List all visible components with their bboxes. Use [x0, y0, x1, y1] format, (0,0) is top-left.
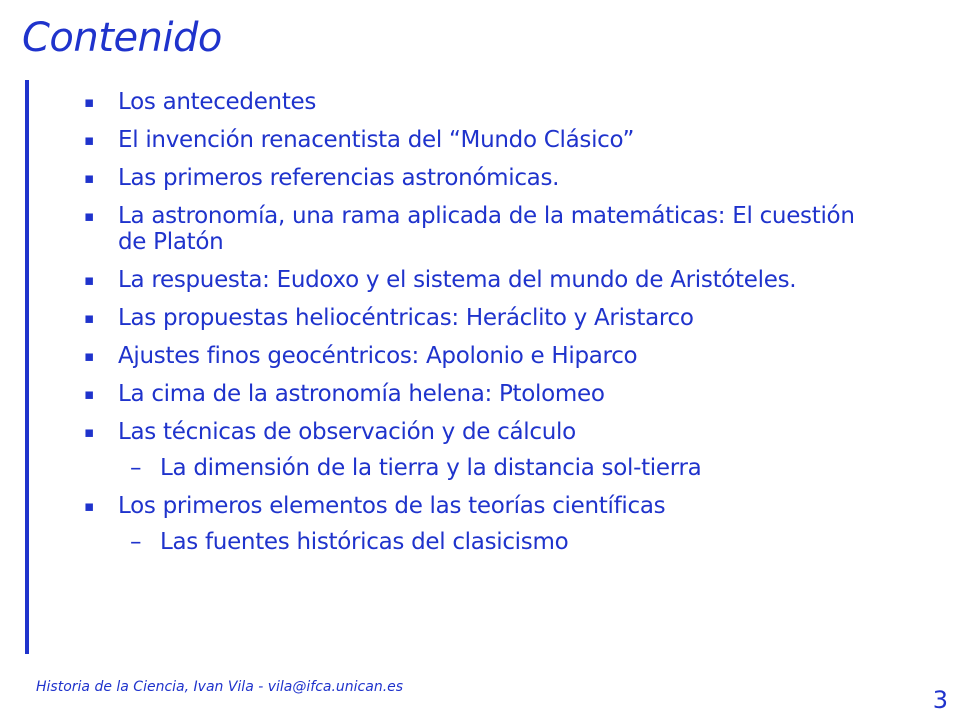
square-bullet-icon: ▪ [84, 93, 94, 111]
list-item [80, 267, 860, 293]
footer-text: Historia de la Ciencia, Ivan Vila - vila@ifca.unican.es [36, 679, 404, 695]
list-item-text: La respuesta: Eudoxo y el sistema del mundo de Aristóteles. [118, 267, 797, 293]
list-subitem [80, 455, 860, 481]
list-item-text: Las fuentes históricas del clasicismo [160, 529, 569, 555]
list-item-text: La astronomía, una rama aplicada de la matemáticas: El cuestión de Platón [118, 203, 855, 255]
list-subitem [80, 529, 860, 555]
square-bullet-icon: ▪ [84, 347, 94, 365]
list-item-text: El invención renacentista del “Mundo Clásico” [118, 127, 635, 153]
list-item [80, 203, 860, 255]
list-item [80, 165, 860, 191]
square-bullet-icon: ▪ [84, 497, 94, 515]
slide-title: Contenido [22, 15, 222, 61]
list-item-text: Las propuestas heliocéntricas: Heráclito y Aristarco [118, 305, 694, 331]
left-vertical-rule [25, 80, 29, 654]
square-bullet-icon: ▪ [84, 385, 94, 403]
page-number: 3 [932, 686, 948, 714]
content-list [80, 89, 860, 567]
list-item-text: Ajustes finos geocéntricos: Apolonio e Hiparco [118, 343, 638, 369]
list-item [80, 89, 860, 115]
list-item-text: Los antecedentes [118, 89, 317, 115]
list-item [80, 127, 860, 153]
list-item [80, 381, 860, 407]
list-item-text: Los primeros elementos de las teorías científicas [118, 493, 666, 519]
square-bullet-icon: ▪ [84, 309, 94, 327]
square-bullet-icon: ▪ [84, 131, 94, 149]
list-item-text: La cima de la astronomía helena: Ptolomeo [118, 381, 605, 407]
list-item [80, 493, 860, 519]
list-item [80, 305, 860, 331]
square-bullet-icon: ▪ [84, 271, 94, 289]
square-bullet-icon: ▪ [84, 207, 94, 225]
list-item [80, 419, 860, 445]
square-bullet-icon: ▪ [84, 423, 94, 441]
dash-bullet-icon: – [130, 529, 142, 555]
list-item [80, 343, 860, 369]
list-item-text: La dimensión de la tierra y la distancia sol-tierra [160, 455, 702, 481]
list-item-text: Las técnicas de observación y de cálculo [118, 419, 576, 445]
square-bullet-icon: ▪ [84, 169, 94, 187]
dash-bullet-icon: – [130, 455, 142, 481]
list-item-text: Las primeros referencias astronómicas. [118, 165, 560, 191]
